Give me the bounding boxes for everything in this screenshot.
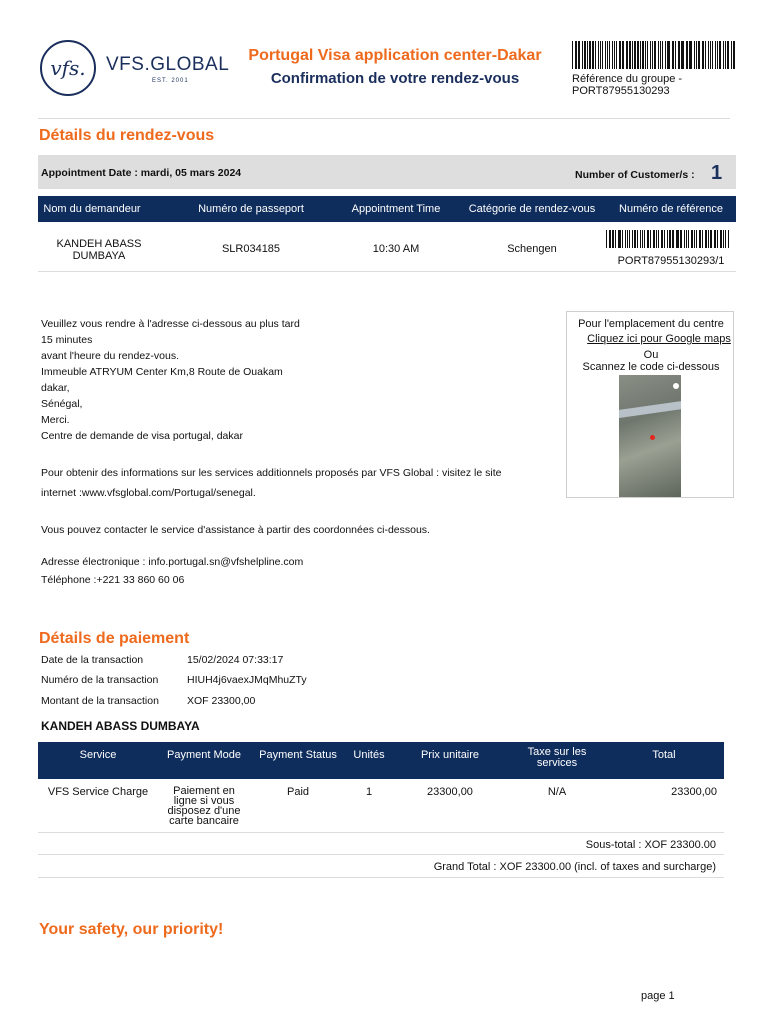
reference-barcode [606,230,730,248]
barcode-bar [619,41,620,69]
grand-total: Grand Total : XOF 23300.00 (incl. of taxes and surcharge) [433,861,716,873]
barcode-bar [717,230,718,248]
barcode-bar [705,230,707,248]
barcode-bar [578,41,579,69]
location-box [566,311,734,498]
barcode-bar [658,41,659,69]
payment-units: 1 [365,786,373,798]
barcode-bar [725,41,726,69]
barcode-bar [640,230,641,248]
map-pin-icon [650,435,655,440]
col-service: Service [79,749,117,761]
barcode-bar [622,41,623,69]
payment-tax: N/A [547,786,567,798]
barcode-bar [694,41,695,69]
barcode-bar [595,41,596,69]
reference-number: PORT87955130293/1 [617,255,725,267]
barcode-bar [686,230,687,248]
col-unit-price: Prix unitaire [420,749,480,761]
barcode-bar [694,230,695,248]
location-scan-text: Scannez le code ci-dessous [582,361,720,373]
services-line: Pour obtenir des informations sur les services additionnels proposés par VFS Global : visitez le site [41,467,502,479]
barcode-bar [714,230,715,248]
payment-row-divider [38,832,724,833]
barcode-bar [696,41,697,69]
barcode-bar [602,41,603,69]
barcode-bar [672,230,674,248]
barcode-bar [681,41,682,69]
barcode-bar [650,230,651,248]
appointment-row-divider [38,271,736,272]
barcode-bar [665,41,666,69]
barcode-bar [702,230,703,248]
group-reference-value: PORT87955130293 [572,85,670,97]
page-subtitle: Confirmation de votre rendez-vous [270,70,520,87]
barcode-bar [691,230,692,248]
barcode-bar [715,41,716,69]
payment-service: VFS Service Charge [47,786,149,798]
barcode-bar [686,41,687,69]
logo-est: EST. 2001 [152,78,189,84]
contact-email[interactable]: Adresse électronique : info.portugal.sn@vfshelpline.com [41,556,304,568]
map-thumbnail[interactable] [619,375,681,497]
barcode-bar [689,41,690,69]
barcode-bar [592,41,593,69]
barcode-bar [672,41,673,69]
col-service-tax: Taxe sur les services [527,746,587,769]
appointment-category: Schengen [507,243,557,255]
barcode-bar [598,41,599,69]
services-info [41,463,501,503]
barcode-bar [637,41,639,69]
barcode-bar [664,230,665,248]
subtotal-divider [38,854,724,855]
col-payment-status: Payment Status [259,749,337,761]
barcode-bar [625,230,626,248]
barcode-bar [644,230,645,248]
barcode-bar [645,41,646,69]
barcode-bar [609,41,610,69]
barcode-bar [699,230,700,248]
barcode-bar [698,41,699,69]
col-payment-mode: Payment Mode [167,749,241,761]
safety-slogan: Your safety, our priority! [39,921,224,938]
barcode-bar [702,41,703,69]
barcode-bar [662,41,663,69]
barcode-bar [623,41,624,69]
barcode-bar [618,230,619,248]
barcode-bar [652,41,653,69]
col-category: Catégorie de rendez-vous [468,203,596,215]
instruction-line: Veuillez vous rendre à l'adresse ci-dessous au plus tard [41,318,300,330]
instruction-line: 15 minutes [41,334,93,346]
barcode-bar [684,230,685,248]
barcode-bar [642,230,643,248]
instruction-line: Immeuble ATRYUM Center Km,8 Route de Ouakam [41,366,283,378]
grand-total-divider [38,877,724,878]
transaction-number-label: Numéro de la transaction [41,674,159,686]
services-line: internet :www.vfsglobal.com/Portugal/senegal. [41,487,256,499]
instruction-line: avant l'heure du rendez-vous. [41,350,180,362]
transaction-date-value: 15/02/2024 07:33:17 [187,654,284,666]
barcode-bar [688,230,689,248]
barcode-bar [662,230,663,248]
instruction-line: Centre de demande de visa portugal, dakar [41,430,243,442]
barcode-bar [661,230,662,248]
instruction-line: dakar, [41,382,70,394]
barcode-bar [614,41,615,69]
barcode-bar [728,230,729,248]
barcode-bar [727,41,728,69]
barcode-bar [572,41,573,69]
barcode-bar [720,230,722,248]
barcode-bar [637,230,638,248]
google-maps-link-text[interactable]: Cliquez ici pour Google maps [587,333,731,345]
location-or: Ou [643,349,659,361]
group-reference-label: Référence du groupe - [572,73,683,85]
barcode-bar [676,230,677,248]
vfs-global-logo [40,40,230,96]
payment-total: 23300,00 [671,786,717,798]
col-appointment-time: Appointment Time [351,203,441,215]
barcode-bar [719,41,721,69]
barcode-bar [682,41,684,69]
barcode-bar [584,41,585,69]
instruction-line: Sénégal, [41,398,83,410]
barcode-bar [642,41,643,69]
map-road [619,399,681,418]
google-maps-link[interactable] [575,332,743,346]
appointment-time: 10:30 AM [372,243,420,255]
barcode-bar [703,41,704,69]
barcode-bar [634,230,636,248]
barcode-bar [622,230,623,248]
barcode-bar [723,41,724,69]
logo-name: VFS.GLOBAL [106,54,230,75]
col-reference: Numéro de référence [619,203,723,215]
barcode-bar [673,41,674,69]
transaction-date-label: Date de la transaction [41,654,144,666]
barcode-bar [609,230,610,248]
contact-phone: Téléphone :+221 33 860 60 06 [41,574,185,586]
barcode-bar [605,41,606,69]
barcode-bar [619,230,621,248]
payment-unit-price: 23300,00 [427,786,473,798]
appointment-section-title: Détails du rendez-vous [39,127,215,144]
payment-status: Paid [286,786,310,798]
barcode-bar [640,41,641,69]
contact-intro: Vous pouvez contacter le service d'assistance à partir des coordonnées ci-dessous. [41,524,430,536]
transaction-amount-label: Montant de la transaction [41,695,159,707]
barcode-bar [667,230,668,248]
applicant-name-line2: DUMBAYA [72,250,126,262]
barcode-bar [647,41,648,69]
barcode-bar [582,41,583,69]
customer-count-label: Number of Customer/s : [575,169,695,181]
payment-section-title: Détails de paiement [39,630,190,647]
barcode-bar [668,41,669,69]
col-units: Unités [353,749,385,761]
barcode-bar [696,230,697,248]
payment-mode: Paiement en ligne si vous disposez d'une carte bancaire [167,785,241,827]
barcode-bar [606,230,607,248]
transaction-amount-value: XOF 23300,00 [187,695,256,707]
barcode-bar [629,230,630,248]
barcode-bar [680,230,682,248]
header-divider [38,118,730,119]
group-barcode [572,41,736,69]
barcode-bar [656,230,657,248]
barcode-bar [647,230,648,248]
subtotal: Sous-total : XOF 23300.00 [585,839,716,851]
customer-count: 1 [711,162,723,184]
barcode-bar [612,230,614,248]
barcode-bar [607,41,608,69]
barcode-bar [712,41,713,69]
barcode-bar [669,230,671,248]
barcode-bar [653,230,655,248]
barcode-bar [723,230,724,248]
barcode-bar [705,41,706,69]
barcode-bar [634,41,635,69]
barcode-bar [627,230,628,248]
barcode-bar [733,41,735,69]
barcode-bar [589,41,591,69]
payment-customer-name: KANDEH ABASS DUMBAYA [41,719,200,733]
applicant-name-line1: KANDEH ABASS [56,238,142,250]
barcode-bar [629,41,631,69]
transaction-number-value: HIUH4j6vaexJMqMhuZTy [187,674,307,686]
group-reference [572,73,752,97]
barcode-bar [648,230,649,248]
barcode-bar [650,41,651,69]
barcode-bar [632,230,633,248]
barcode-bar [690,41,691,69]
barcode-bar [579,41,580,69]
location-text: Pour l'emplacement du centre [578,318,724,330]
payment-table-header [38,742,724,779]
barcode-bar [660,41,661,69]
passport-number: SLR034185 [221,243,281,255]
barcode-bar [717,41,718,69]
barcode-bar [612,41,613,69]
barcode-bar [677,230,678,248]
page-number: page 1 [641,990,675,1002]
applicant-name [38,238,160,262]
appointment-table-header [38,196,736,222]
barcode-bar [575,41,576,69]
barcode-bar [708,41,709,69]
barcode-bar [700,230,701,248]
barcode-bar [715,230,716,248]
barcode-bar [725,230,726,248]
page-title: Portugal Visa application center-Dakar [248,47,542,64]
barcode-bar [667,41,668,69]
barcode-bar [658,230,659,248]
barcode-bar [626,41,628,69]
barcode-bar [678,41,680,69]
appointment-date: Appointment Date : mardi, 05 mars 2024 [41,167,242,179]
logo-mark: vfs. [40,40,96,96]
col-applicant-name: Nom du demandeur [43,203,141,215]
col-passport: Numéro de passeport [198,203,304,215]
map-compass-icon [673,383,679,389]
barcode-bar [675,41,676,69]
instruction-line: Merci. [41,414,70,426]
barcode-bar [632,41,633,69]
barcode-bar [616,41,617,69]
barcode-bar [600,41,601,69]
appointment-summary-bar [38,155,736,189]
col-total: Total [652,749,676,761]
barcode-bar [708,230,709,248]
barcode-bar [615,230,616,248]
instructions-block [41,316,300,444]
barcode-bar [654,41,656,69]
barcode-bar [710,41,711,69]
barcode-bar [731,41,732,69]
barcode-bar [587,41,588,69]
barcode-bar [710,230,712,248]
